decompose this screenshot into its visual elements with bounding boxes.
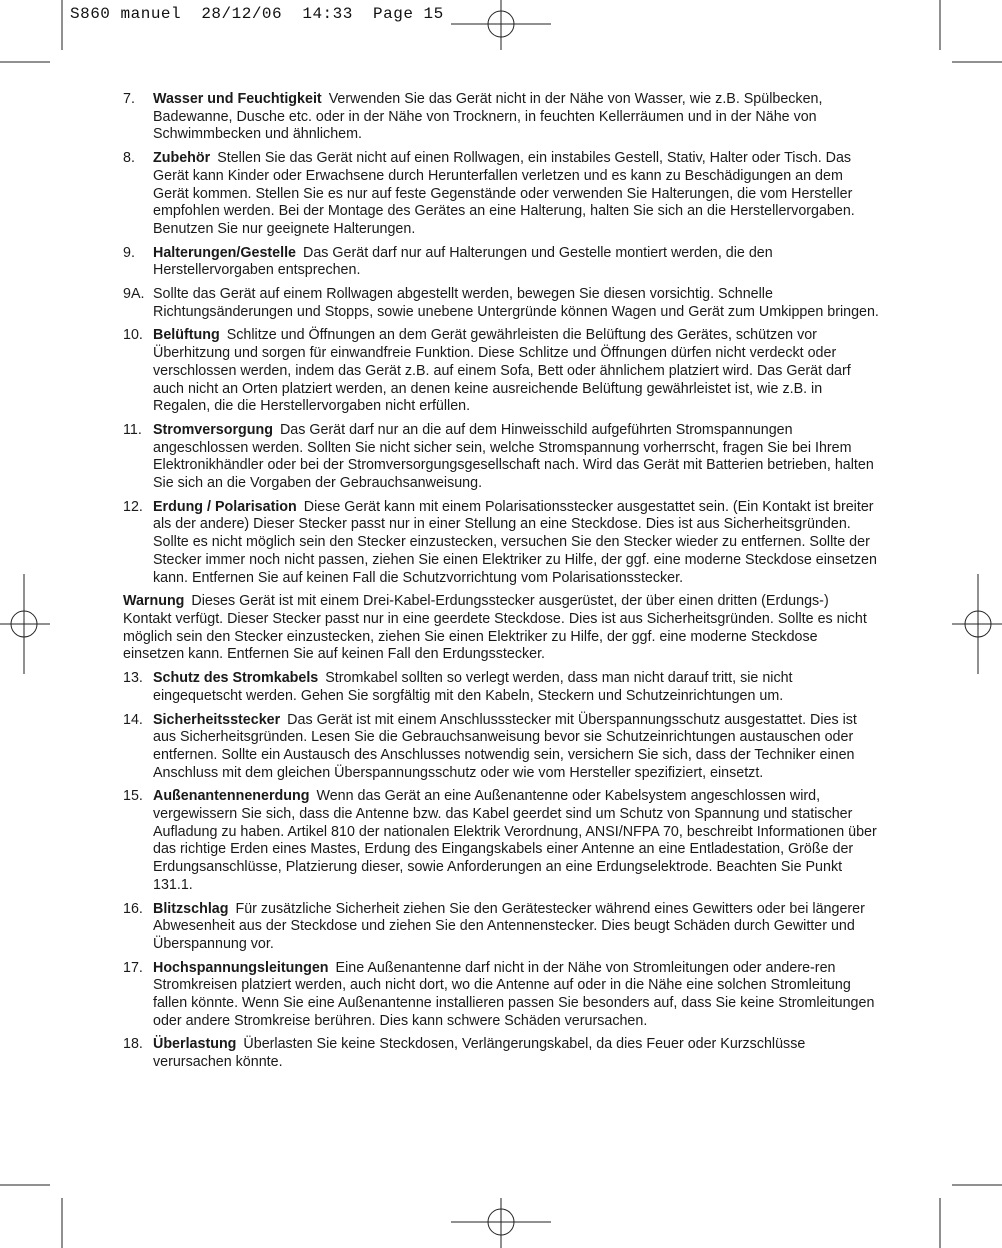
item-title: Außenantennenerdung xyxy=(153,788,310,805)
item-text: Für zusätzliche Sicherheit ziehen Sie den Gerätestecker während eines Gewitters oder bei längerer Abwesenheit aus der Steckdose und ziehen Sie den Antennenstecker. Dies beugt Schäden durch Gewitter und Überspannung vor. xyxy=(153,900,865,952)
item-text: Diese Gerät kann mit einem Polarisationsstecker ausgestattet sein. (Ein Kontakt ist breiter als der andere) Dieser Stecker passt nur in einer Stellung an eine Steckdose. Dies ist aus Sicherheitsgründen. Sollte es nicht möglich sein den Stecker einzustecken, versuchen Sie den Stecker wieder zu entfernen. Sollte der Stecker immer noch nicht passen, ziehen Sie einen Elektriker zu Hilfe, der ggf. eine moderne Steckdose einsetzen kann. Entfernen Sie auf keinen Fall die Schutzvorrichtung vom Polarisationsstecker. xyxy=(153,498,877,586)
item-number: 13. xyxy=(123,670,143,687)
item-text: Verwenden Sie das Gerät nicht in der Nähe von Wasser, wie z.B. Spülbecken, Badewanne, Dusche etc. oder in der Nähe von Trocknern, in feuchten Kellerräumen und in der Nähe von Schwimmbecken und ähnlichem. xyxy=(153,91,823,143)
item-title: Überlastung xyxy=(153,1036,237,1053)
item-number: 15. xyxy=(123,788,143,805)
item-title: Wasser und Feuchtigkeit xyxy=(153,91,322,107)
print-header: S860 manuel 28/12/06 14:33 Page 15 xyxy=(70,5,444,23)
item-text: Stellen Sie das Gerät nicht auf einen Rollwagen, ein instabiles Gestell, Stativ, Halter oder Tisch. Das Gerät kann Kinder oder Erwachsene durch Herunterfallen verletzen und es kann zu Beschädigungen an dem Gerät kommen. Stellen Sie es nur auf feste Gegenstände oder verwenden Sie Halterungen, die vom Hersteller empfohlen werden. Bei der Montage des Gerätes an eine Halterung, halten Sie sich an die Herstellervorgaben. Benutzen Sie nur geeignete Halterungen. xyxy=(153,150,855,237)
item-text: Schlitze und Öffnungen an dem Gerät gewährleisten die Belüftung des Gerätes, schützen vor Überhitzung und sorgen für einwandfreie Funktion. Diese Schlitze und Öffnungen dürfen nicht verdeckt oder verschlossen werden, indem das Gerät z.B. auf einem Sofa, Bett oder ähnlichem platziert wird. Das Gerät darf auch nicht an Orten platziert werden, an denen keine ausreichende Belüftung gewährleistet ist, wie z.B. in Regalen, die die Herstellervorgaben nicht erfüllen. xyxy=(153,327,851,415)
list-item xyxy=(123,1036,881,1071)
item-title: Hochspannungsleitungen xyxy=(153,959,329,976)
safety-list-part-1 xyxy=(123,91,881,587)
list-item xyxy=(123,422,881,493)
registration-mark-left xyxy=(0,574,50,674)
list-item xyxy=(123,245,881,280)
registration-mark-top xyxy=(451,0,551,50)
list-item xyxy=(123,712,881,783)
item-title: Halterungen/Gestelle xyxy=(153,244,297,261)
list-item xyxy=(123,788,881,894)
warning-text: Dieses Gerät ist mit einem Drei-Kabel-Erdungsstecker ausgerüstet, der über einen dritten (Erdungs-) Kontakt verfügt. Dieser Stecker passt nur in eine geerdete Steckdose. Dies ist aus Sicherheitsgründen. Sollte es nicht möglich sein den Stecker einzustecken, ziehen Sie einen Elektriker zu Hilfe, der ggf. eine moderne Steckdose einsetzen kann. Entfernen Sie auf keinen Fall den Erdungsstecker. xyxy=(123,593,867,663)
item-number: 18. xyxy=(123,1036,143,1053)
page-content xyxy=(123,91,881,1078)
list-item xyxy=(123,670,881,705)
warning-paragraph xyxy=(123,593,881,664)
item-title: Stromversorgung xyxy=(153,421,273,438)
registration-mark-bottom xyxy=(451,1198,551,1248)
item-text: Das Gerät ist mit einem Anschlussstecker mit Überspannungsschutz ausgestattet. Dies ist aus Sicherheitsgründen. Lesen Sie die Gebrauchsanweisung bevor sie Schutzeinrichtungen austauschen oder entfernen. Sollte ein Austausch des Anschlusses notwendig sein, versichern Sie sich, dass der Techniker einen Anschluss mit dem gleichen Überspannungsschutz oder wie vom Hersteller spezifiziert, einsetzt. xyxy=(153,711,857,781)
item-title: Belüftung xyxy=(153,327,220,344)
item-text: Das Gerät darf nur auf Halterungen und Gestelle montiert werden, die den Herstellervorgaben entsprechen. xyxy=(153,244,773,279)
item-number: 16. xyxy=(123,900,143,917)
item-number: 14. xyxy=(123,711,143,728)
item-number: 11. xyxy=(123,421,142,438)
item-title: Schutz des Stromkabels xyxy=(153,670,319,687)
item-title: Blitzschlag xyxy=(153,900,229,917)
registration-mark-right xyxy=(952,574,1002,674)
list-item xyxy=(123,960,881,1031)
item-number: 10. xyxy=(123,327,143,344)
list-item xyxy=(123,150,881,239)
list-item xyxy=(123,901,881,954)
list-item xyxy=(123,286,881,321)
item-number: 8. xyxy=(123,150,135,167)
item-text: Stromkabel sollten so verlegt werden, dass man nicht darauf tritt, sie nicht eingequetscht werden. Gehen Sie sorgfältig mit den Kabeln, Steckern und Schutzeinrichtungen um. xyxy=(153,670,793,704)
item-text: Wenn das Gerät an eine Außenantenne oder Kabelsystem angeschlossen wird, vergewissern Sie sich, dass die Antenne bzw. das Kabel geerdet sind um Schutz von Spannung und statischer Aufladung zu haben. Artikel 810 der nationalen Elektrik Verordnung, ANSI/NFPA 70, beschreibt Informationen über das richtige Erden eines Mastes, Erdung des Eingangskabels einer Antenne an eine Entladestation, Größe der Erdungsanschlüsse, Platzierung dieser, sowie Anforderungen an eine Erdungselektrode. Beachten Sie Punkt 131.1. xyxy=(153,788,877,893)
list-item xyxy=(123,499,881,588)
item-title: Sicherheitsstecker xyxy=(153,711,281,728)
list-item xyxy=(123,327,881,416)
item-title: Zubehör xyxy=(153,150,211,167)
item-number: 7. xyxy=(123,91,135,107)
item-text: Eine Außenantenne darf nicht in der Nähe von Stromleitungen oder andere-ren Stromkreisen platziert werden, auch nicht dort, wo die Antenne auf oder in die Nähe eine solchen Stromleitung fallen könnte. Wenn Sie eine Außenantenne installieren passen Sie besonders auf, dass Sie keine Stromleitungen oder andere Stromkreise berühren. Dies kann schwere Schäden verursachen. xyxy=(153,959,875,1029)
item-title: Erdung / Polarisation xyxy=(153,498,297,515)
item-text: Überlasten Sie keine Steckdosen, Verlängerungskabel, da dies Feuer oder Kurzschlüsse verursachen könnte. xyxy=(153,1036,806,1071)
item-text: Das Gerät darf nur an die auf dem Hinweisschild aufgeführten Stromspannungen angeschlossen werden. Sollten Sie nicht sicher sein, welche Stromspannung vorherrscht, fragen Sie bei Ihrem Elektronikhändler oder bei der Stromversorgungsgesellschaft nach. Wird das Gerät mit Batterien betrieben, halten Sie sich an die Vorgaben der Gebrauchsanweisung. xyxy=(153,421,874,492)
warning-title: Warnung xyxy=(123,593,185,610)
item-text: Sollte das Gerät auf einem Rollwagen abgestellt werden, bewegen Sie diesen vorsichtig. Schnelle Richtungsänderungen und Stopps, sowie unebene Untergründe können Wagen und Gerät zum Umkippen bringen. xyxy=(153,286,879,320)
item-number: 17. xyxy=(123,959,143,976)
safety-list-part-2 xyxy=(123,670,881,1072)
list-item xyxy=(123,91,881,144)
item-number: 12. xyxy=(123,498,143,515)
item-number: 9. xyxy=(123,244,135,261)
item-number: 9A. xyxy=(123,286,145,303)
